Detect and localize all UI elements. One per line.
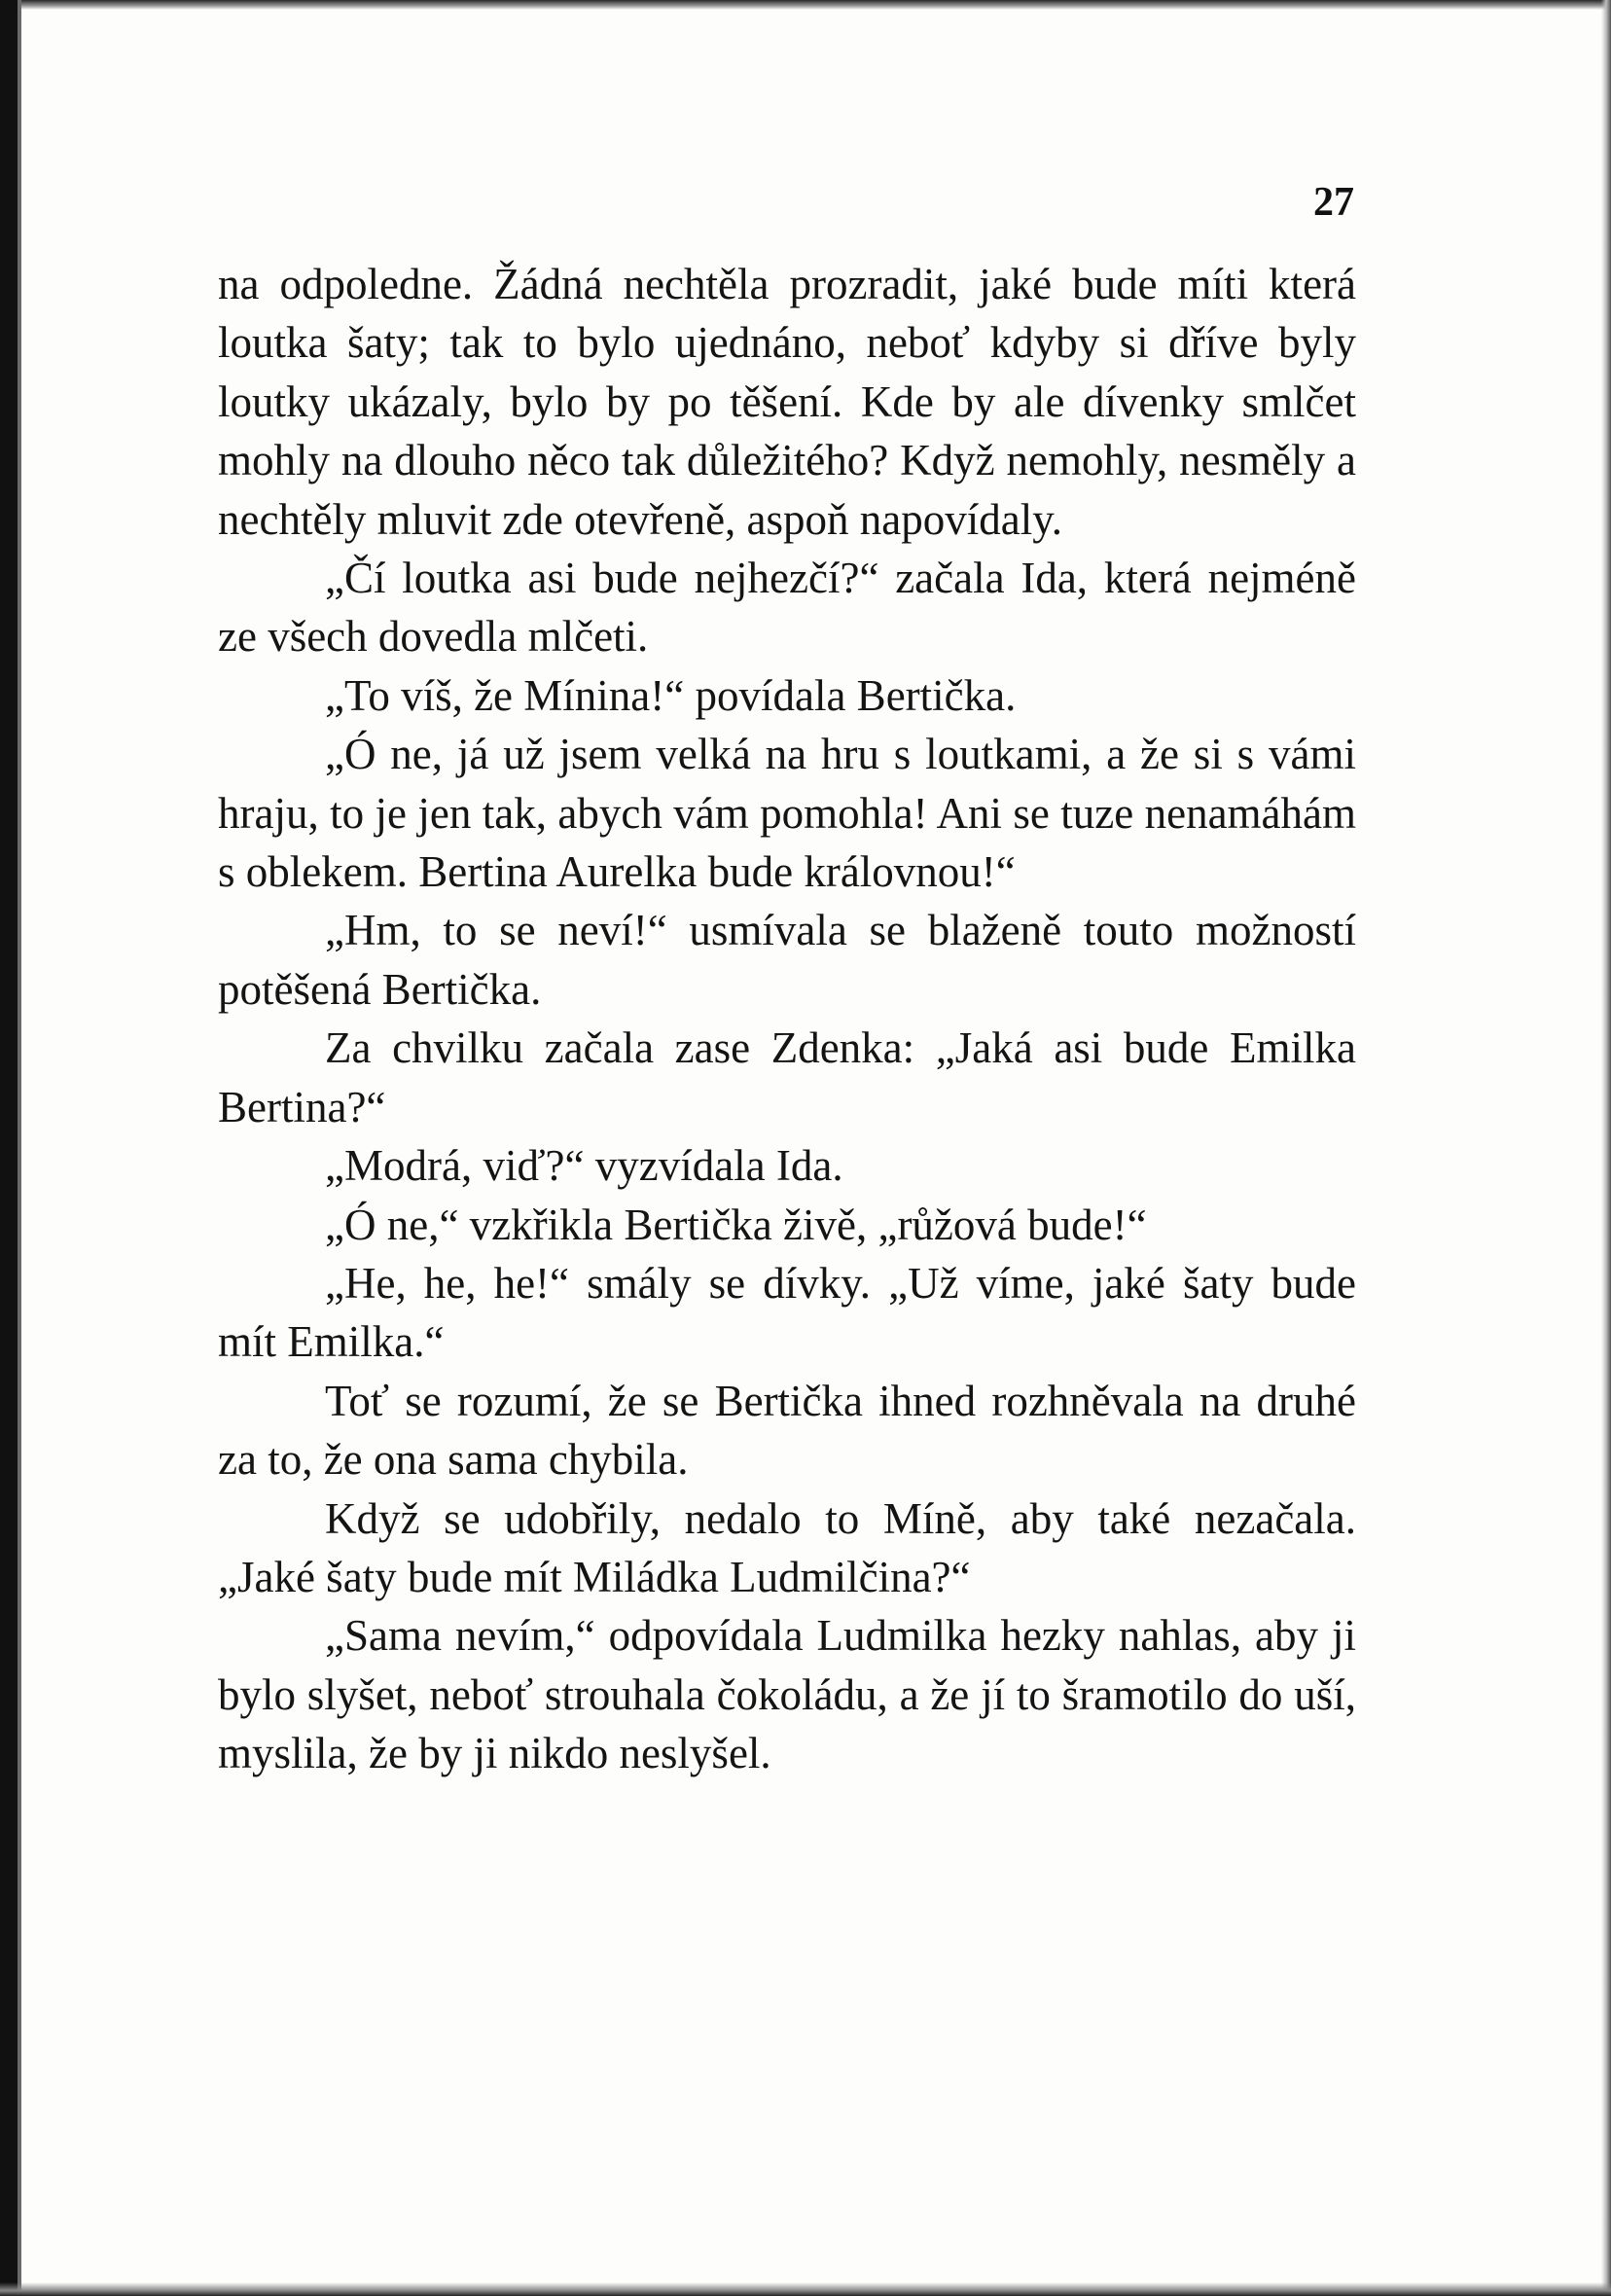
scan-edge-left: [0, 0, 18, 2296]
scan-edge-right: [1601, 0, 1611, 2296]
paragraph: „Čí loutka asi bude nejhezčí?“ začala Ida, která nejméně ze všech dovedla mlčeti.: [218, 554, 1356, 662]
paragraph: „Modrá, viď?“ vyzvídala Ida.: [325, 1141, 843, 1191]
paragraph: „Sama nevím,“ odpovídala Ludmilka hezky nahlas, aby ji bylo slyšet, neboť strouhala čokoládu, a že jí to šramotilo do uší, myslila, že by ji nikdo neslyšel.: [218, 1611, 1356, 1778]
paragraph: na odpoledne. Žádná nechtěla prozradit, jaké bude míti která loutka šaty; tak to bylo ujednáno, neboť kdyby si dříve byly loutky ukázaly, bylo by po těšení. Kde by ale dívenky smlčet mohly na dlouho něco tak důležitého? Když nemohly, nesměly a nechtěly mluvit zde otevřeně, aspoň napovídaly.: [218, 260, 1356, 544]
paragraph: „To víš, že Mínina!“ povídala Bertička.: [325, 670, 1017, 720]
paragraph: Toť se rozumí, že se Bertička ihned rozhněvala na druhé za to, že ona sama chybila.: [218, 1376, 1356, 1485]
paragraph: Když se udobřily, nedalo to Míně, aby také nezačala. „Jaké šaty bude mít Miládka Ludmilčina?“: [218, 1493, 1356, 1601]
page-number: 27: [1313, 180, 1354, 225]
scan-edge-left-shadow: [18, 0, 21, 2296]
body-text: [218, 255, 1356, 1783]
scan-edge-bottom: [0, 2282, 1611, 2296]
scan-edge-top: [0, 0, 1611, 10]
paragraph: „Ó ne, já už jsem velká na hru s loutkami, a že si s vámi hraju, to je jen tak, abych vám pomohla! Ani se tuze nenamáhám s oblekem. Bertina Aurelka bude královnou!“: [218, 730, 1356, 897]
paragraph: „Hm, to se neví!“ usmívala se blaženě touto možností potěšená Bertička.: [218, 906, 1356, 1014]
paragraph: „He, he, he!“ smály se dívky. „Už víme, jaké šaty bude mít Emilka.“: [218, 1258, 1356, 1367]
paragraph: „Ó ne,“ vzkřikla Bertička živě, „růžová bude!“: [325, 1200, 1147, 1249]
paragraph: Za chvilku začala zase Zdenka: „Jaká asi bude Emilka Bertina?“: [218, 1023, 1356, 1131]
